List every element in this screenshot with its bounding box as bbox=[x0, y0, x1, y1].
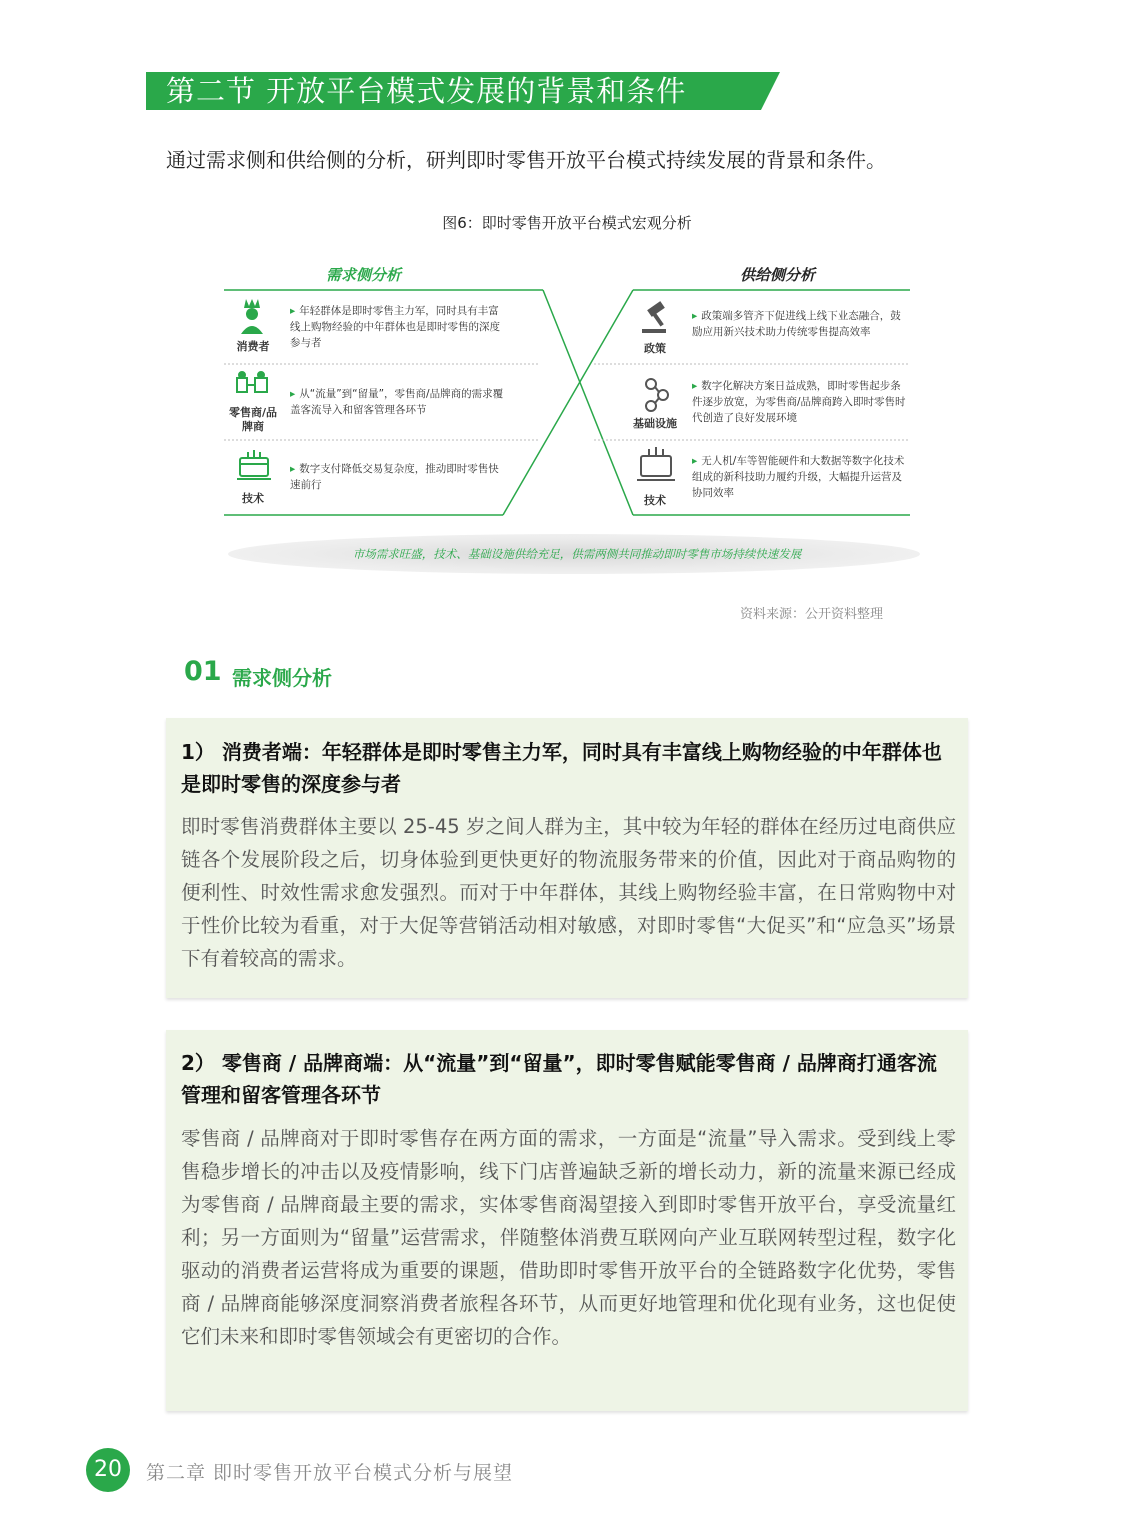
demand-label-consumer: 消费者 bbox=[236, 340, 270, 353]
x-line-2 bbox=[503, 290, 633, 515]
infrastructure-icon bbox=[646, 379, 668, 411]
section-intro: 通过需求侧和供给侧的分析，研判即时零售开放平台模式持续发展的背景和条件。 bbox=[166, 148, 886, 172]
figure-diagram bbox=[0, 0, 1134, 600]
x-line-1 bbox=[543, 290, 633, 515]
supply-text-tech: ▸ 无人机/车等智能硬件和大数据等数字化技术组成的新科技助力履约升级，大幅提升运营及协同效率 bbox=[692, 455, 905, 499]
supply-label-tech: 技术 bbox=[644, 494, 666, 507]
figure-source: 资料来源：公开资料整理 bbox=[740, 607, 884, 622]
consumer-box-heading: 1） 消费者端：年轻群体是即时零售主力军，同时具有丰富线上购物经验的中年群体也是即时零售的深度参与者 bbox=[181, 740, 942, 796]
page-number: 20 bbox=[86, 1448, 130, 1492]
demand-text-tech: ▸ 数字支付降低交易复杂度，推动即时零售快速前行 bbox=[290, 463, 499, 491]
section-title: 第二节 开放平台模式发展的背景和条件 bbox=[166, 74, 687, 108]
retailer-icon bbox=[237, 372, 267, 392]
supply-heading: 供给侧分析 bbox=[740, 266, 816, 284]
chapter-title: 第二章 即时零售开放平台模式分析与展望 bbox=[146, 1462, 514, 1484]
demand-label-tech: 技术 bbox=[242, 492, 264, 505]
consumer-box bbox=[166, 718, 968, 998]
consumer-icon bbox=[241, 299, 263, 334]
retailer-box bbox=[166, 1030, 968, 1411]
supply-label-policy: 政策 bbox=[644, 342, 666, 355]
payment-tech-icon bbox=[237, 450, 271, 479]
subsection-title: 需求侧分析 bbox=[232, 666, 332, 690]
conclusion-text: 市场需求旺盛，技术、基础设施供给充足，供需两侧共同推动即时零售市场持续快速发展 bbox=[352, 547, 802, 561]
figure-title: 图6：即时零售开放平台模式宏观分析 bbox=[442, 214, 692, 232]
hardware-tech-icon bbox=[637, 447, 675, 480]
supply-text-infrastructure: ▸ 数字化解决方案日益成熟，即时零售起步条件逐步放宽，为零售商/品牌商跨入即时零售时代创造了良好发展环境 bbox=[692, 380, 906, 424]
consumer-box-body: 即时零售消费群体主要以 25-45 岁之间人群为主，其中较为年轻的群体在经历过电商供应链各个发展阶段之后，切身体验到更快更好的物流服务带来的价值，因此对于商品购物的便利性、时效性需求愈发强烈。而对于中年群体，其线上购物经验丰富，在日常购物中对于性价比较为看重，对于大促等营销活动相对敏感，对即时零售“大促买”和“应急买”场景下有着较高的需求。 bbox=[181, 815, 956, 970]
subsection-number: 01 bbox=[184, 656, 222, 687]
supply-label-infrastructure: 基础设施 bbox=[633, 417, 677, 430]
demand-heading: 需求侧分析 bbox=[326, 266, 402, 284]
supply-text-policy: ▸ 政策端多管齐下促进线上线下业态融合，鼓励应用新兴技术助力传统零售提高效率 bbox=[692, 310, 901, 338]
demand-text-consumer: ▸ 年轻群体是即时零售主力军，同时具有丰富线上购物经验的中年群体也是即时零售的深度参与者 bbox=[290, 305, 500, 349]
gavel-icon bbox=[642, 301, 666, 333]
demand-text-retailer: ▸ 从“流量”到“留量”，零售商/品牌商的需求覆盖客流导入和留客管理各环节 bbox=[290, 388, 504, 416]
retailer-box-heading: 2） 零售商 / 品牌商端：从“流量”到“留量”，即时零售赋能零售商 / 品牌商打通客流管理和留客管理各环节 bbox=[181, 1051, 937, 1107]
retailer-box-body: 零售商 / 品牌商对于即时零售存在两方面的需求，一方面是“流量”导入需求。受到线上零售稳步增长的冲击以及疫情影响，线下门店普遍缺乏新的增长动力，新的流量来源已经成为零售商 / 品牌商最主要的需求，实体零售商渴望接入到即时零售开放平台，享受流量红利；另一方面则为“留量”运营需求，伴随整体消费互联网向产业互联网转型过程，数字化驱动的消费者运营将成为重要的课题，借助即时零售开放平台的全链路数字化优势，零售商 / 品牌商能够深度洞察消费者旅程各环节，从而更好地管理和优化现有业务，这也促使它们未来和即时零售领域会有更密切的合作。 bbox=[181, 1127, 957, 1348]
demand-label-retailer: 零售商/品牌商 bbox=[228, 406, 278, 433]
